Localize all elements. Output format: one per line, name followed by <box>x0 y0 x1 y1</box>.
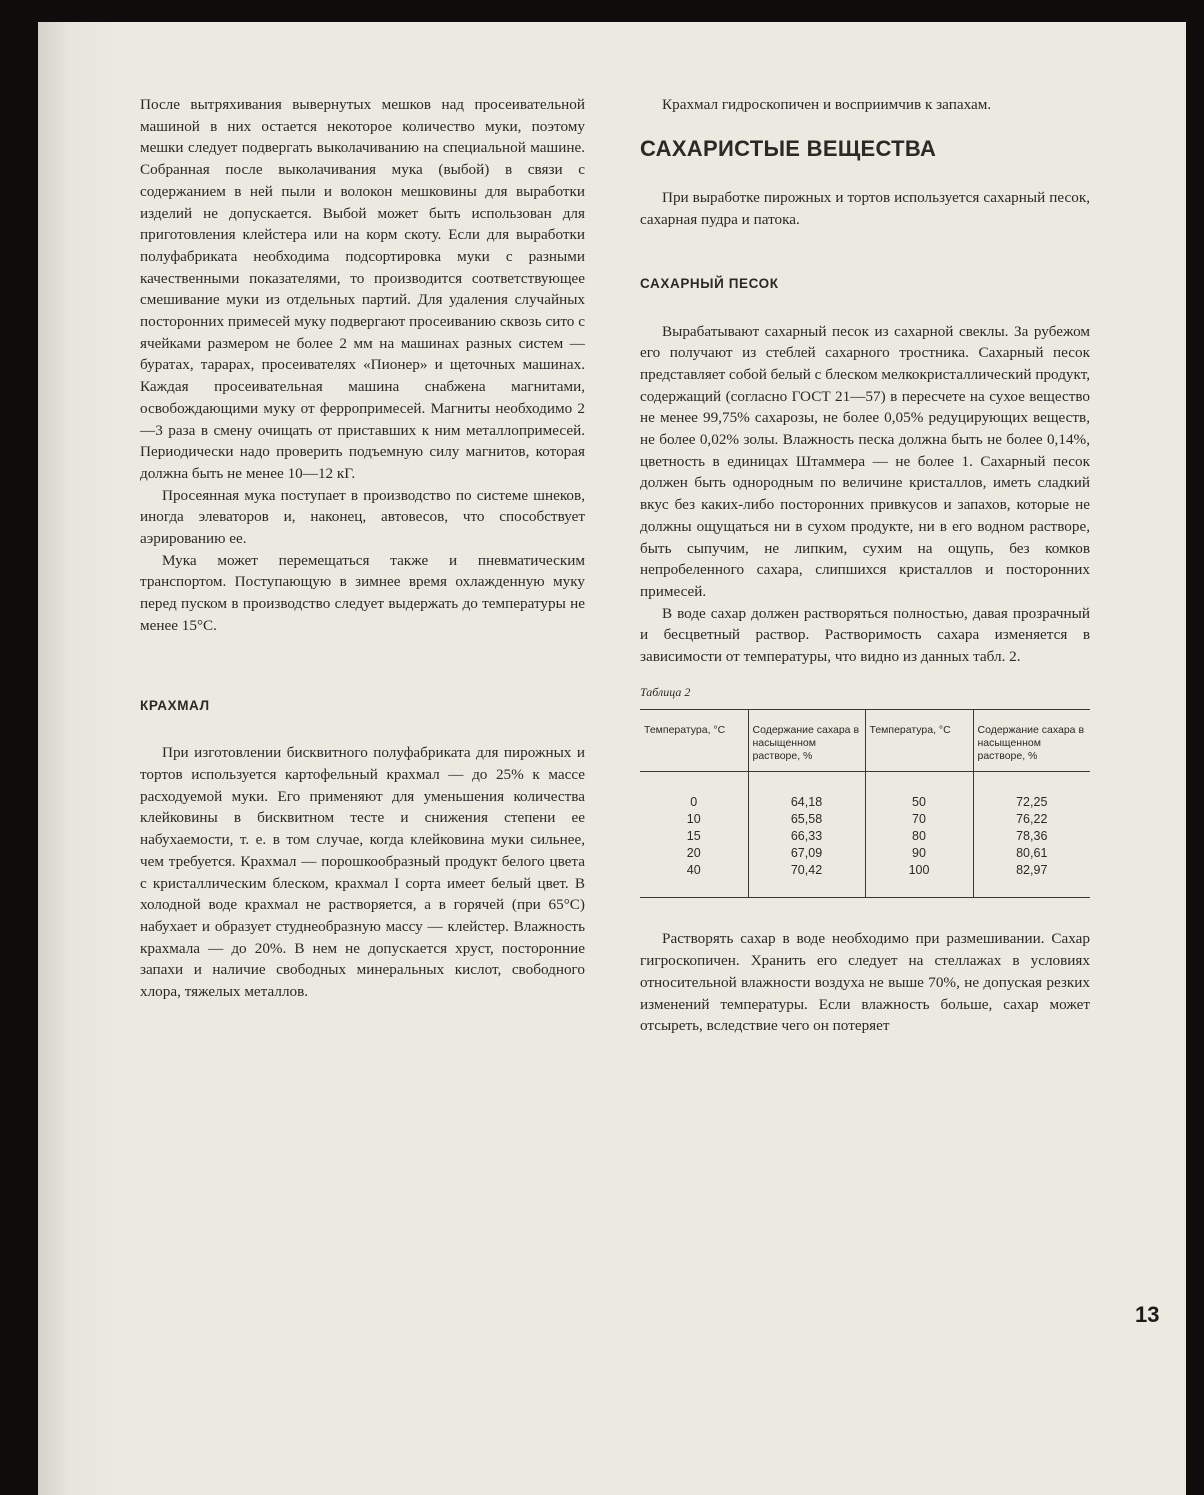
solubility-table <box>640 709 1090 898</box>
table-cell: 50 70 80 90 100 <box>865 772 973 898</box>
page-number: 13 <box>1135 1302 1160 1327</box>
section-heading-krahmal: КРАХМАЛ <box>140 697 210 713</box>
table-caption: Таблица 2 <box>640 684 691 699</box>
paragraph: Просеянная мука поступает в производство по системе шнеков, иногда элеваторов и, наконец, автовесов, что способствует аэрированию ее. <box>140 486 585 548</box>
paragraph: Растворять сахар в воде необходимо при размешивании. Сахар гигроскопичен. Хранить его следует на стеллажах в условиях относительной влажности воздуха не выше 70%, не допуская резких изменений температуры. Если влажность больше, сахар может отсыреть, вследствие чего он потеряет <box>640 930 1090 1035</box>
paragraph: Крахмал гидроскопичен и восприимчив к запахам. <box>662 96 992 113</box>
right-column <box>640 94 1090 1037</box>
table-header-cell: Содержание сахара в насыщенном растворе, % <box>973 710 1090 772</box>
left-column <box>140 94 585 1003</box>
table-header-cell: Температура, °С <box>640 710 748 772</box>
table-header-cell: Содержание сахара в насыщенном растворе, % <box>748 710 865 772</box>
paragraph: При выработке пирожных и тортов используется сахарный песок, сахарная пудра и патока. <box>640 189 1090 229</box>
table-cell: 72,25 76,22 78,36 80,61 82,97 <box>973 772 1090 898</box>
section-heading-sugar: САХАРНЫЙ ПЕСОК <box>640 275 779 291</box>
paragraph: При изготовлении бисквитного полуфабриката для пирожных и тортов используется картофельный крахмал — до 25% к массе расходуемой муки. Его применяют для уменьшения количества клейковины в бисквитном тесте и снижения степени ее набухаемости, т. е. в том случае, когда клейковина муки сильнее, чем требуется. Крахмал — порошкообразный продукт белого цвета с кристаллическим блеском, крахмал I сорта имеет белый цвет. В холодной воде крахмал не растворяется, а в горячей (при 65°С) набухает и образует студнеобразную массу — клейстер. Влажность крахмала — до 20%. В нем не допускается хруст, посторонние запахи и наличие свободных минеральных кислот, свободного хлора, тяжелых металлов. <box>140 744 585 1001</box>
table-header-row <box>640 710 1090 772</box>
table-row <box>640 772 1090 898</box>
paragraph: После вытряхивания вывернутых мешков над просеивательной машиной в них остается некоторое количество муки, поэтому мешки следует подвергать выколачиванию на специальной машине. Собранная после выколачивания мука (выбой) в связи с содержанием в ней пыли и волокон мешковины для выработки изделий не допускается. Выбой может быть использован для приготовления клейстера или на корм скоту. Если для выработки полуфабриката необходима подсортировка муки с разными качественными показателями, то производится соответствующее смешивание муки из отдельных партий. Для удаления случайных посторонних примесей муку подвергают просеиванию сквозь сито с ячейками размером не более 2 мм на машинах разных систем — буратах, тарарах, просеивателях «Пионер» и щеточных машинах. Каждая просеивательная машина снабжена магнитами, освобождающими муку от ферропримесей. Магниты необходимо 2—3 раза в смену очищать от приставших к ним металлопримесей. Периодически надо проверить подъемную силу магнитов, которая должна быть не менее 10—12 кГ. <box>140 96 585 482</box>
table-cell: 64,18 65,58 66,33 67,09 70,42 <box>748 772 865 898</box>
book-page <box>38 22 1186 1495</box>
paragraph: Вырабатывают сахарный песок из сахарной свеклы. За рубежом его получают из стеблей сахарного тростника. Сахарный песок представляет собой белый с блеском мелкокристаллический продукт, содержащий (согласно ГОСТ 21—57) в пересчете на сухое вещество не менее 99,75% сахарозы, не более 0,05% редуцирующих веществ, не более 0,02% золы. Влажность песка должна быть не более 0,14%, цветность в единицах Штаммера — не более 1. Сахарный песок должен быть однородным по величине кристаллов, иметь сладкий вкус без каких-либо посторонних привкусов и запахов, которые не должны ощущаться ни в сухом продукте, ни в его водном растворе, быть сыпучим, не липким, сухим на ощупь, без комков непробеленного сахара, слипшихся кристаллов и посторонних примесей. <box>640 322 1090 600</box>
paragraph: Мука может перемещаться также и пневматическим транспортом. Поступающую в зимнее время охлажденную муку перед пуском в производство следует выдержать до температуры не менее 15°С. <box>140 551 585 634</box>
paragraph: В воде сахар должен растворяться полностью, давая прозрачный и бесцветный раствор. Растворимость сахара изменяется в зависимости от температуры, что видно из данных табл. 2. <box>640 604 1090 666</box>
table-header-cell: Температура, °С <box>865 710 973 772</box>
chapter-heading: САХАРИСТЫЕ ВЕЩЕСТВА <box>640 135 937 161</box>
table-cell: 0 10 15 20 40 <box>640 772 748 898</box>
